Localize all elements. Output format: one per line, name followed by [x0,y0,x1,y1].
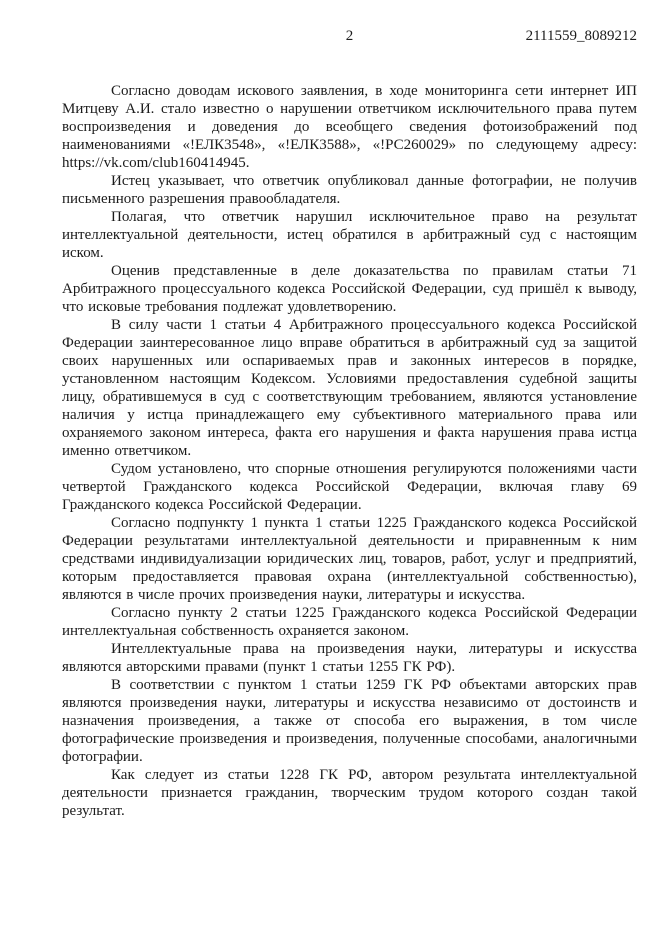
paragraph-article-1225-p2: Согласно пункту 2 статьи 1225 Гражданского кодекса Российской Федерации интеллектуальная собственность охраняется законом. [62,605,637,639]
page-header [0,0,668,45]
paragraph-no-permission: Истец указывает, что ответчик опубликовал данные фотографии, не получив письменного разрешения правообладателя. [62,173,637,207]
paragraph-article-1259: В соответствии с пунктом 1 статьи 1259 ГК РФ объектами авторских прав являются произведения науки, литературы и искусства независимо от достоинств и назначения произведения, а также от способа его выражения, в том числе фотографические произведения и произведения, полученные способами, аналогичными фотографии. [62,677,637,765]
paragraph-court-evaluation: Оценив представленные в деле доказательства по правилам статьи 71 Арбитражного процессуального кодекса Российской Федерации, суд пришёл к выводу, что исковые требования подлежат удовлетворению. [62,263,637,315]
paragraph-filed-suit: Полагая, что ответчик нарушил исключительное право на результат интеллектуальной деятельности, истец обратился в арбитражный суд с настоящим иском. [62,209,637,261]
paragraph-apc-article-4: В силу части 1 статьи 4 Арбитражного процессуального кодекса Российской Федерации заинтересованное лицо вправе обратиться в арбитражный суд за защитой своих нарушенных или оспариваемых прав и законных интересов в порядке, установленном настоящим Кодексом. Условиями предоставления судебной защиты лицу, обратившемуся в суд с соответствующим требованием, являются установление наличия у истца принадлежащего ему субъективного материального права или охраняемого законом интереса, факта его нарушения и факта нарушения права истца именно ответчиком. [62,317,637,459]
paragraph-article-1225-p1: Согласно подпункту 1 пункта 1 статьи 1225 Гражданского кодекса Российской Федерации результатами интеллектуальной деятельности и приравненным к ним средствами индивидуализации юридических лиц, товаров, работ, услуг и предприятий, которым предоставляется правовая охрана (интеллектуальной собственностью), являются в числе прочих произведения науки, литературы и искусства. [62,515,637,603]
paragraph-article-1228: Как следует из статьи 1228 ГК РФ, автором результата интеллектуальной деятельности признается гражданин, творческим трудом которого создан такой результат. [62,767,637,819]
paragraph-claim-monitoring: Согласно доводам искового заявления, в ходе мониторинга сети интернет ИП Митцеву А.И. стало известно о нарушении ответчиком исключительного права путем воспроизведения и доведения до всеобщего сведения фотоизображений под наименованиями «!ЕЛК3548», «!ЕЛК3588», «!РС260029» по следующему адресу: https://vk.com/club160414945. [62,83,637,171]
page-number: 2 [345,28,354,44]
paragraph-civil-code-part4: Судом установлено, что спорные отношения регулируются положениями части четвертой Гражданского кодекса Российской Федерации, включая главу 69 Гражданского кодекса Российской Федерации. [62,461,637,513]
document-body [0,82,668,820]
paragraph-article-1255: Интеллектуальные права на произведения науки, литературы и искусства являются авторскими правами (пункт 1 статьи 1255 ГК РФ). [62,641,637,675]
document-id: 2111559_8089212 [525,28,637,44]
